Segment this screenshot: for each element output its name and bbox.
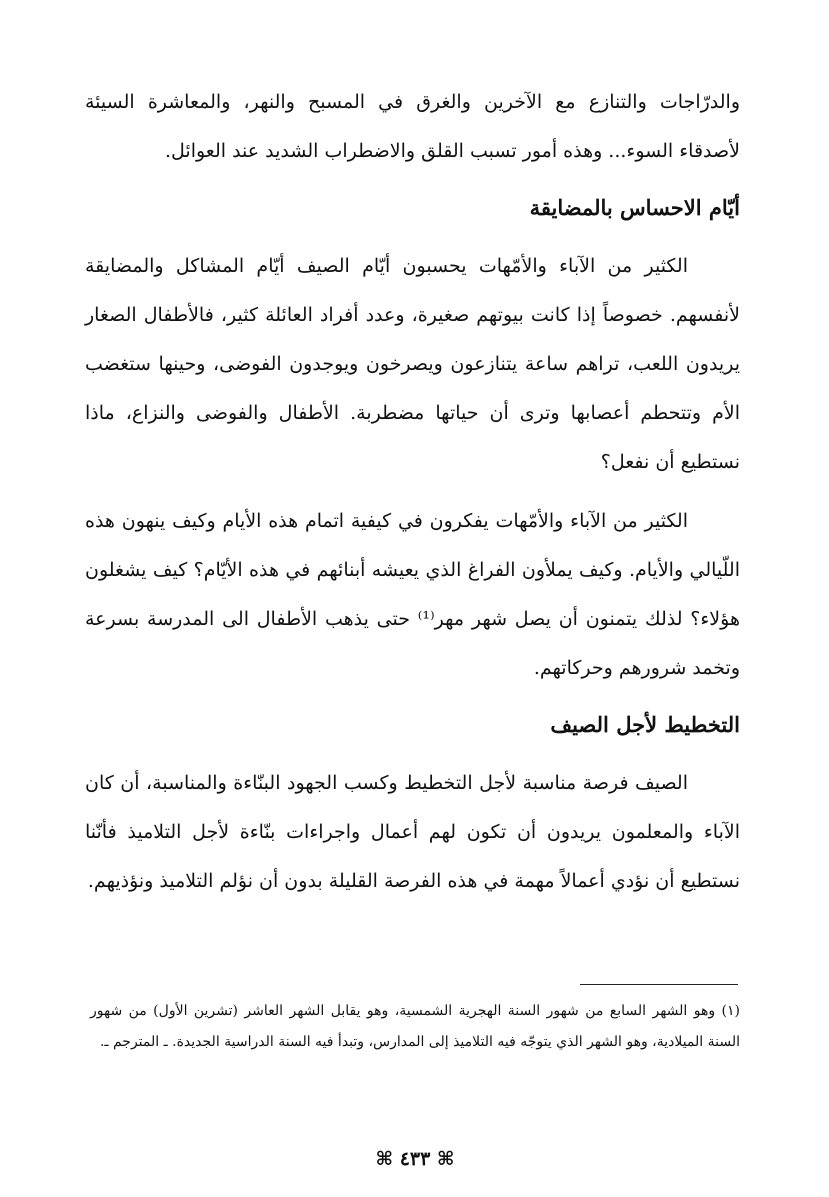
section-heading-discomfort: أيّام الاحساس بالمضايقة [529,195,740,220]
footnote-divider [580,984,738,985]
section-heading-summer-planning: التخطيط لأجل الصيف [550,712,740,737]
footnote: (١) وهو الشهر السابع من شهور السنة الهجرية الشمسية، وهو يقابل الشهر العاشر (تشرين الأول) من شهور السنة الميلادية، وهو الشهر الذي يتوجّه فيه التلاميذ إلى المدارس، وتبدأ فيه السنة الدراسية الجديدة. ـ المترجم ـ. [90,1003,740,1050]
paragraph-discomfort-1: الكثير من الآباء والأمّهات يحسبون أيّام الصيف أيّام المشاكل والمضايقة لأنفسهم. خصوصاً إذا كانت بيوتهم صغيرة، وعدد أفراد العائلة كثير، فالأطفال الصغار يريدون اللعب، تراهم ساعة يتنازعون ويصرخون ويوجدون الفوضى، وحينها ستغضب الأم وتتحطم أعصابها وترى أن حياتها مضطربة. الأطفال والفوضى والنزاع، ماذا نستطيع أن نفعل؟ [85,255,740,473]
paragraph-discomfort-2: الكثير من الآباء والأمّهات يفكرون في كيفية اتمام هذه الأيام وكيف ينهون هذه اللّيالي والأيام. وكيف يملأون الفراغ الذي يعيشه أبنائهم في هذه الأيّام؟ كيف يشغلون هؤلاء؟ لذلك يتمنون أن يصل شهر مهر⁽¹⁾ حتى يذهب الأطفال الى المدرسة بسرعة وتخمد شرورهم وحركاتهم. [85,510,740,679]
page-body [85,78,740,906]
page-number: ⌘ ٤٣٣ ⌘ [375,1148,455,1170]
paragraph-summer-planning: الصيف فرصة مناسبة لأجل التخطيط وكسب الجهود البنّاءة والمناسبة، أن كان الآباء والمعلمون يريدون أن تكون لهم أعمال واجراءات بنّاءة لأجل التلاميذ فأنّنا نستطيع أن نؤدي أعمالاً مهمة في هذه الفرصة القليلة بدون أن نؤلم التلاميذ ونؤذيهم. [85,772,740,892]
intro-paragraph: والدرّاجات والتنازع مع الآخرين والغرق في المسبح والنهر، والمعاشرة السيئة لأصدقاء السوء... وهذه أمور تسبب القلق والاضطراب الشديد عند العوائل. [85,91,740,162]
paragraph-gap [85,487,740,497]
